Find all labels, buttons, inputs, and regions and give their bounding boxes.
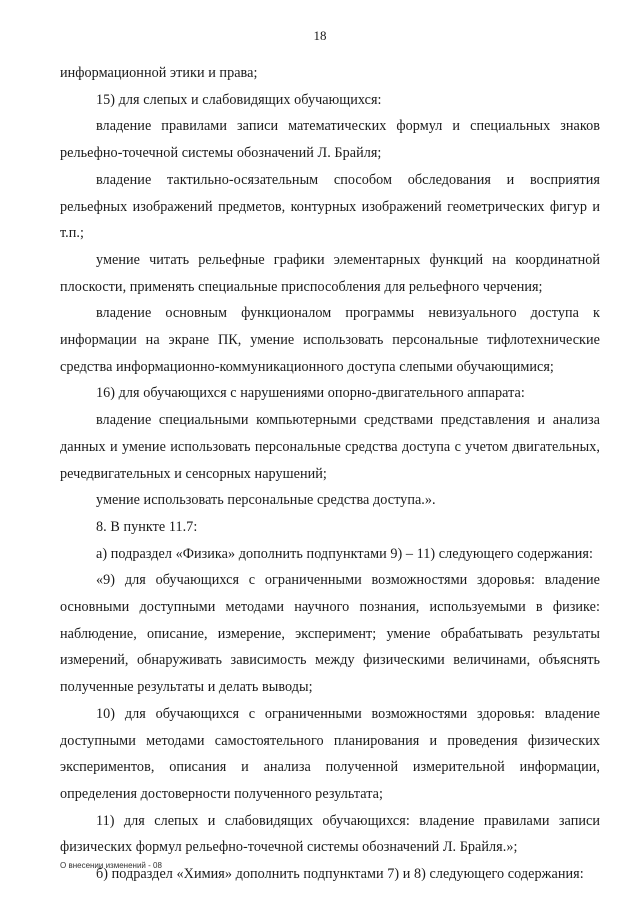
paragraph: умение использовать персональные средства доступа.». — [96, 492, 436, 509]
paragraph: 16) для обучающихся с нарушениями опорно-двигательного аппарата: — [96, 385, 525, 402]
paragraph: владение основным функционалом программы невизуального доступа к информации на экране ПК, умение использовать персональные тифлотехнические средства информационно-коммуникационного доступа слепыми обучающимися; — [60, 305, 600, 375]
paragraph: 11) для слепых и слабовидящих обучающихся: владение правилами записи физических формул рельефно-точечной системы обозначений Л. Брайля.»; — [60, 812, 600, 856]
paragraph: владение тактильно-осязательным способом обследования и восприятия рельефных изображений предметов, контурных изображений геометрических фигур и т.п.; — [60, 171, 600, 242]
paragraph: информационной этики и права; — [60, 65, 258, 81]
paragraph: а) подраздел «Физика» дополнить подпунктами 9) – 11) следующего содержания: — [96, 545, 593, 562]
paragraph: «9) для обучающихся с ограниченными возможностями здоровья: владение основными доступными методами научного познания, используемыми в физике: наблюдение, описание, измерение, эксперимент; умение обрабатывать результаты измерений, обнаруживать зависимость между физическими величинами, объяснять полученные результаты и делать выводы; — [60, 572, 600, 696]
paragraph: 10) для обучающихся с ограниченными возможностями здоровья: владение доступными методами самостоятельного планирования и проведения физических экспериментов, описания и анализа полученной измерительной информации, определения достоверности полученного результата; — [60, 705, 600, 802]
paragraph: владение специальными компьютерными средствами представления и анализа данных и умение использовать персональные средства доступа с учетом двигательных, речедвигательных и сенсорных нарушений; — [60, 412, 600, 482]
paragraph: умение читать рельефные графики элементарных функций на координатной плоскости, применять специальные приспособления для рельефного черчения; — [60, 251, 600, 295]
paragraph: владение правилами записи математических формул и специальных знаков рельефно-точечной системы обозначений Л. Брайля; — [60, 118, 600, 162]
paragraph: 15) для слепых и слабовидящих обучающихся: — [96, 91, 382, 108]
paragraph: б) подраздел «Химия» дополнить подпунктами 7) и 8) следующего содержания: — [96, 866, 584, 883]
footer-note: О внесении изменений - 08 — [60, 861, 162, 870]
page-number: 18 — [313, 28, 327, 43]
document-body — [60, 60, 600, 888]
paragraph: 8. В пункте 11.7: — [96, 518, 198, 535]
